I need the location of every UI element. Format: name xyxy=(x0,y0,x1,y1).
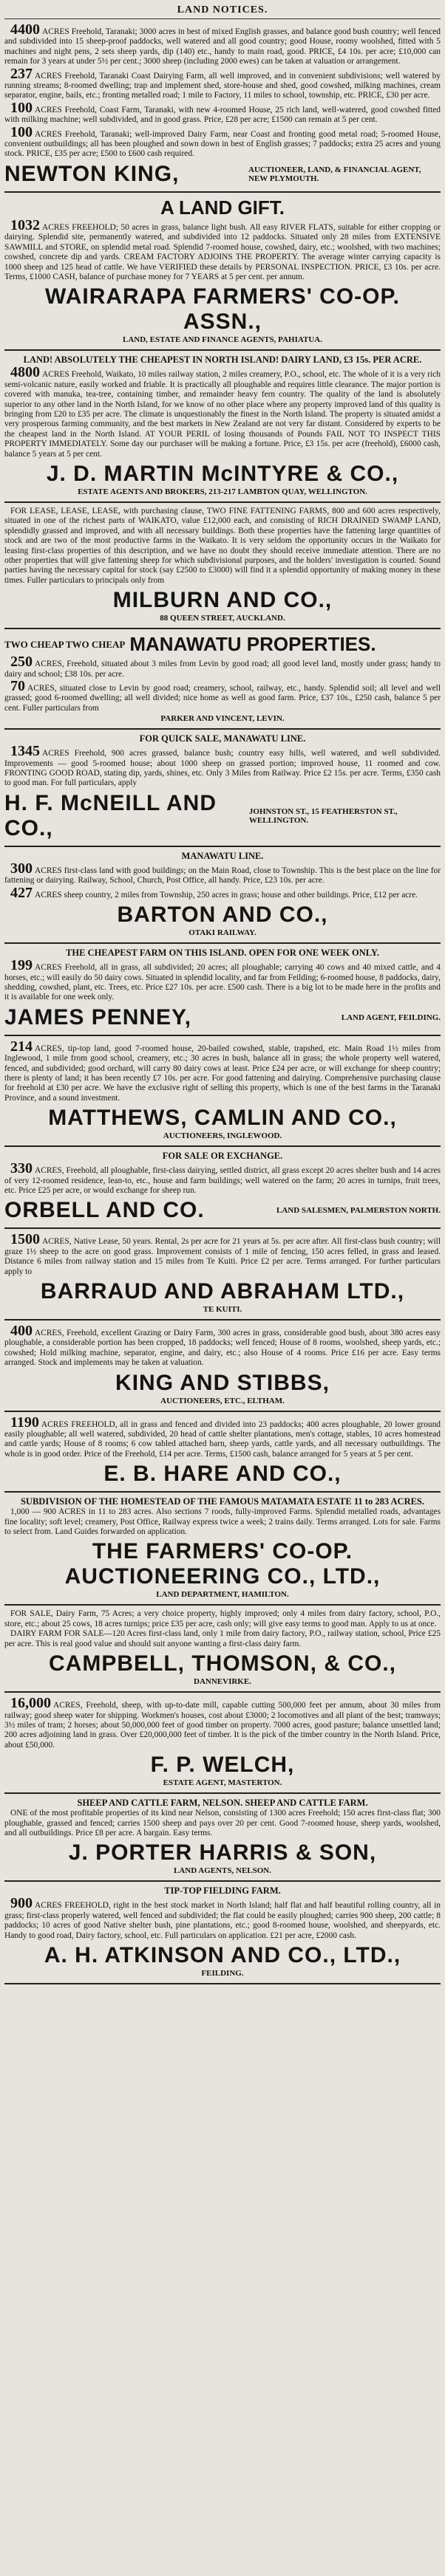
ad-body-text: FOR LEASE, LEASE, LEASE, with purchasing clause, TWO FINE FATTENING FARMS, 800 and 600 acres respectively, situated in one of the richest parts of WAIKATO, value £12,000 each, and consisting of RICH DRAINED SWAMP LAND, splendidly grassed and improved, and with all necessary buildings. Both these properties have the fattening large quantities of stock and are two of the most productive farms in the Waikato. It is very seldom the opportunity occurs in the Waikato for leasing first-class properties of this description, and we have no doubt they should receive immediate attention. There are no other properties that will give fattening sheep for which subdivisional purposes, and the holders' investigation is courted. Sound parties having the necessary capital for stock (say £2500 to £3000) will find it a splendid opportunity of making money in these times. Fuller particulars to principals only from xyxy=(4,506,441,585)
agent-row xyxy=(4,1198,441,1223)
ad-paragraph xyxy=(4,23,441,67)
agent-address: DANNEVIRKE. xyxy=(194,1677,251,1687)
ad-body-text: ACRES, Freehold, situated about 3 miles from Levin by good road; all good level land, mostly under grass; handy to dairy and school; £38 10s. per acre. xyxy=(4,660,441,679)
ad-paragraph xyxy=(4,123,441,160)
agent-name: J. D. MARTIN McINTYRE & CO., xyxy=(46,461,399,486)
advertisement xyxy=(4,1147,441,1229)
acreage-figure: 250 xyxy=(10,654,33,671)
ad-paragraph xyxy=(4,1609,441,1629)
ad-paragraph xyxy=(4,507,441,586)
advertisement xyxy=(4,1036,441,1147)
agent-name: WAIRARAPA FARMERS' CO-OP. ASSN., xyxy=(45,284,400,335)
ad-paragraph xyxy=(4,1416,441,1460)
ad-body-text: ACRES, Native Lease, 50 years. Rental, 2s per acre for 21 years at 5s. per acre after. All first-class bush country; will graze 1½ sheep to the acre on good grass. Improvement consists of 1 mile of fencing, 150 acres felled, in grass and leased. Distance 6 miles from railway station and 15 miles from Te Kuiti. Price £2 per acre. Terms arranged. For further particulars apply to xyxy=(4,1237,441,1276)
agent-name: J. PORTER HARRIS & SON, xyxy=(68,1840,377,1866)
agent-row xyxy=(4,162,441,187)
ads-column xyxy=(4,19,441,1984)
ad-paragraph xyxy=(4,216,441,282)
ad-paragraph xyxy=(4,679,441,713)
ad-paragraph xyxy=(4,1324,441,1368)
ad-body-text: ACRES Freehold, Taranaki; well-improved Dairy Farm, near Coast and fronting good metal road; 5-roomed House, convenient outbuildings; all has been ploughed and sown down in best of English grasses; 7 paddocks; extra 25 acres and young stock. PRICE, £35 per acre; £500 to £600 cash required. xyxy=(4,129,441,159)
ad-body-text: ACRES, Freehold, all ploughable, first-class dairying, settled district, all grass except 20 acres shelter bush and 14 acres of very 12-roomed residence, lean-to, etc., house and farm buildings; well watered on the farm; 20 acres in turnips, fruit trees, etc. Price £25 per acre, or would exchange for sheep run. xyxy=(4,1166,441,1195)
advertisement xyxy=(4,1493,441,1606)
agent-address: AUCTIONEERS, ETC., ELTHAM. xyxy=(160,1396,285,1405)
advertisement xyxy=(4,944,441,1036)
ad-paragraph xyxy=(4,886,441,900)
advertisement xyxy=(4,351,441,503)
ad-paragraph xyxy=(4,101,441,126)
ad-subhead: TIP-TOP FIELDING FARM. xyxy=(164,1885,281,1897)
ad-body-text: ACRES Freehold, Taranaki; 3000 acres in best of mixed English grasses, and balance good bush country; well fenced and subdivided into 15 sheep-proof paddocks, well watered and all good country; good House, roomy woolshed, fitted with 5 machines and night pens, 2 sets sheep yards, dip (140) etc., handy to main road, good. PRICE, £4 10s. per acre; £10,000 can remain for 3 years at under 5½ per cent.; 3000 sheep (including 2000 ewes) can be taken at valuation or arrangement. xyxy=(4,27,441,66)
agent-name: F. P. WELCH, xyxy=(150,1753,295,1778)
ad-body-text: ACRES FREEHOLD, right in the best stock market in North Island; half flat and half beautiful rolling country, all in grass; first-class properly watered, well fenced and subdivided; the flat could be easily ploughed; carries 900 sheep, 200 cattle; 8 paddocks; 10 acres of good Native shelter bush, pine plantations, etc.; good 8-roomed house, woolshed, and sheepyards, etc. Handy to good road, Dairy factory, school, etc. Full particulars on application. £21 per acre, £2000 cash. xyxy=(4,1901,441,1940)
acreage-figure: 900 xyxy=(10,1895,33,1912)
agent-name: JAMES PENNEY, xyxy=(4,1004,192,1030)
agent-details: LAND SALESMEN, PALMERSTON NORTH. xyxy=(276,1206,441,1216)
advertisement xyxy=(4,1229,441,1320)
ad-subhead: LAND! ABSOLUTELY THE CHEAPEST IN NORTH ISLAND! DAIRY LAND, £3 15s. PER ACRE. xyxy=(23,354,422,366)
ad-paragraph xyxy=(4,1629,441,1649)
agent-address: LAND AGENTS, NELSON. xyxy=(173,1866,272,1876)
ad-paragraph xyxy=(4,1040,441,1103)
agent-address: AUCTIONEERS, INGLEWOOD. xyxy=(163,1131,282,1141)
acreage-figure: 300 xyxy=(10,860,33,877)
ad-subhead: FOR QUICK SALE, MANAWATU LINE. xyxy=(139,733,306,744)
advertisement xyxy=(4,193,441,351)
ad-title: MANAWATU PROPERTIES. xyxy=(129,633,376,656)
agent-name: CAMPBELL, THOMSON, & CO., xyxy=(49,1651,396,1676)
agent-name: NEWTON KING, xyxy=(4,161,180,186)
ad-paragraph xyxy=(4,1162,441,1196)
ad-paragraph xyxy=(4,959,441,1003)
ad-body-text: ACRES FREEHOLD; 50 acres in grass, balance light bush. All easy RIVER FLATS, suitable for either cropping or dairying. Splendid site, permanently watered, and subdivided into 12 paddocks. Situated only 28 miles from EXTENSIVE SAWMILL and STORE, on splendid metal road. Splendid 7-roomed house, cowshed, dairy, etc.; woolshed, with two machines; cowshed, concrete dip and yards. CREAM FACTORY ADJOINS THE PROPERTY. The average winter carrying capacity is 1000 sheep and 125 head of cattle. We have VERIFIED these details by PERSONAL INSPECTION. PRICE, £3 10s. per acre. Terms, £1000 CASH, balance of purchase money for 7 YEARS at 5 per cent. per annum. xyxy=(4,222,441,281)
advertisement xyxy=(4,19,441,193)
ad-body-text: DAIRY FARM FOR SALE—120 Acres first-class land, only 1 mile from dairy factory, P.O., railway station, school, Price £25 per acre. This is real good value and should suit anyone wanting a first-class dairy farm. xyxy=(4,1629,441,1648)
advertisement xyxy=(4,1412,441,1493)
agent-name: THE FARMERS' CO-OP. AUCTIONEERING CO., LTD., xyxy=(64,1539,381,1589)
agent-name: MATTHEWS, CAMLIN AND CO., xyxy=(48,1106,397,1131)
ad-paragraph xyxy=(4,366,441,459)
agent-address: LAND, ESTATE AND FINANCE AGENTS, PAHIATUA. xyxy=(123,335,322,345)
ad-body-text: ONE of the most profitable properties of its kind near Nelson, consisting of 1300 acres Freehold; 150 acres first-class flat; 300 ploughable, grassed and fenced; carries 1500 sheep and pays over 20 per cent. Good 7-roomed house, sheep yards, woolshed, and all outbuildings. Price £8 per acre. A bargain. Easy terms. xyxy=(4,1809,441,1837)
acreage-figure: 237 xyxy=(10,65,33,82)
acreage-figure: 214 xyxy=(10,1038,33,1055)
agent-name: ORBELL AND CO. xyxy=(4,1198,205,1223)
ad-paragraph xyxy=(4,1809,441,1838)
agent-name: MILBURN AND CO., xyxy=(112,588,333,613)
ad-paragraph xyxy=(4,1897,441,1941)
agent-address: LAND DEPARTMENT, HAMILTON. xyxy=(156,1590,289,1600)
advertisement xyxy=(4,629,441,730)
ad-body-text: ACRES Freehold, 900 acres grassed, balance bush; country easy hills, well watered, and well subdivided. Improvements — good 5-roomed house; about 1000 sheep on grassed portion; improved house, 11 roomed and cow. FRONTING GOOD ROAD, stating dip, yards, shines, etc. Only 3 Miles from Railway. Price £2 15s. per acre. Terms, £350 cash to good man. For full particulars, apply xyxy=(4,749,441,788)
acreage-figure: 1190 xyxy=(10,1414,39,1431)
agent-details: JOHNSTON ST., 15 FEATHERSTON ST., WELLINGTON. xyxy=(248,806,398,825)
ad-subhead: FOR SALE OR EXCHANGE. xyxy=(162,1151,283,1162)
ad-body-text: ACRES Freehold, Coast Farm, Taranaki, with new 4-roomed House, 25 rich land, well-watered, good cowshed fitted with milking machine; well subdivided, and in good grass. Price, £28 per acre; £1500 can remain at 5 per cent. xyxy=(4,105,441,125)
ad-body-text: ACRES FREEHOLD, all in grass and fenced and divided into 23 paddocks; 400 acres ploughable, 20 lower ground easily ploughable; all well watered, subdivided, 20 head of cattle shelter plantations, men's cottage, stables, 10 acres homestead and cattle yards; House of 8 rooms; 6 cow tabled attached barn, sheep yards, cattle yards, and all necessary outbuildings. The whole is in good order. Price of the Freehold, £14 per acre. Terms, £1500 cash, balance arranged for 5 years at 5 per cent. xyxy=(4,1419,441,1459)
agent-address: PARKER AND VINCENT, LEVIN. xyxy=(160,714,285,724)
section-header: LAND NOTICES. xyxy=(4,3,441,19)
advertisement xyxy=(4,1606,441,1693)
ad-body-text: ACRES, Freehold, excellent Grazing or Dairy Farm, 300 acres in grass, considerable good bush, about 380 acres easy ploughable, a considerable portion has been cropped, 18 paddocks; well fenced; House of 8 rooms, woolshed, sheep yards, etc.; cowshed; Hold milking machine, separator, engine, and dairy, etc.; also House of 4 rooms. Price £16 per acre. Easy terms arranged. Stock and implements may be taken at valuation. xyxy=(4,1329,441,1368)
ad-paragraph xyxy=(4,655,441,679)
acreage-figure: 70 xyxy=(10,678,25,695)
ad-body-text: ACRES Freehold, Waikato, 10 miles railway station, 2 miles creamery, P.O., school, etc. The whole of it is a very rich semi-volcanic nature, easily worked and friable. It is practically all ploughable and requires little clearance. The major portion is covered with manuka, tea-tree, containing timber, and remainder heavy fern country. The quality of the land is absolutely superior to any other land in the North Island, for we know of no other place where any property improved land of this quality is bringing from £20 to £35 per acre. The climate is unquestionably the finest in the North Island. The property is situated amidst a very prosperous farming community, and the best markets in New Zealand are not very far distant. Considered by experts to be the cheapest land in the North Island. AT YOUR PERIL of losing thousands of Pounds FAIL NOT TO INSPECT THIS PROPERTY IMMEDIATELY. Some day our purchaser will be making a fortune. Price, £3 15s. per acre (freehold), £6000 cash, balance 5 years at 5 per cent. xyxy=(4,370,441,459)
advertisement xyxy=(4,1693,441,1794)
agent-address: ESTATE AGENT, MASTERTON. xyxy=(163,1778,282,1788)
ad-title: A LAND GIFT. xyxy=(160,196,285,219)
ad-paragraph xyxy=(4,1507,441,1537)
agent-details: LAND AGENT, FEILDING. xyxy=(341,1013,441,1022)
ad-paragraph xyxy=(4,1233,441,1277)
ad-body-text: ACRES Freehold, Taranaki Coast Dairying Farm, all well improved, and in convenient subdivisions; well watered by running streams; 8-roomed dwelling; trap and implement shed, store-house and shed, good cowshed, milking machines, cream separator, engine, bails, etc.; fronting metalled road; 1 mile to Factory, 11 miles to school, township, etc. PRICE, £30 per acre. xyxy=(4,71,441,100)
advertisement xyxy=(4,503,441,629)
acreage-figure: 1032 xyxy=(10,216,40,233)
agent-address: ESTATE AGENTS AND BROKERS, 213-217 LAMBTON QUAY, WELLINGTON. xyxy=(78,487,367,496)
agent-name: KING AND STIBBS, xyxy=(115,1370,330,1395)
ad-subhead: MANAWATU LINE. xyxy=(181,850,264,861)
ad-body-text: FOR SALE, Dairy Farm, 75 Acres; a very choice property, highly improved; only 4 miles from dairy factory, school, P.O., store, etc.; about 25 cows, 18 acres turnips; price £35 per acre, cash only; will give easy terms to good man. Apply to us at once. xyxy=(4,1609,441,1628)
ad-paragraph xyxy=(4,67,441,101)
agent-name: E. B. HARE AND CO., xyxy=(103,1462,342,1487)
advertisement xyxy=(4,847,441,944)
agent-address: OTAKI RAILWAY. xyxy=(188,928,257,938)
acreage-figure: 400 xyxy=(10,1323,33,1339)
ad-body-text: ACRES, situated close to Levin by good road; creamery, school, railway, etc., handy. Splendid soil; all level and well grassed; good 6-roomed dwelling; all well divided; nice home as well as good farm. Price, £37 10s., £250 cash, balance 5 per cent. Fuller particulars from xyxy=(4,684,441,713)
ad-paragraph xyxy=(4,1696,441,1750)
agent-name: A. H. ATKINSON AND CO., LTD., xyxy=(44,1942,401,1967)
agent-row xyxy=(4,1005,441,1030)
ad-title-row xyxy=(4,633,441,655)
acreage-figure: 1345 xyxy=(10,743,40,760)
advertisement xyxy=(4,1320,441,1412)
acreage-figure: 1500 xyxy=(10,1231,40,1248)
advertisement xyxy=(4,1794,441,1882)
ad-body-text: ACRES first-class land with good buildings; on the Main Road, close to Township. This is the best place on the line for fattening or dairying. Railway, School, Church, Post Office, all handy. Price, £23 10s. per acre. xyxy=(4,866,441,886)
ad-body-text: ACRES sheep country, 2 miles from Township, 250 acres in grass; house and other buildings. Price, £12 per acre. xyxy=(35,890,418,900)
newspaper-page xyxy=(4,0,441,1984)
acreage-figure: 100 xyxy=(10,123,33,140)
ad-subhead: SUBDIVISION OF THE HOMESTEAD OF THE FAMOUS MATAMATA ESTATE 11 to 283 ACRES. xyxy=(20,1496,425,1507)
ad-body-text: ACRES Freehold, all in grass, all subdivided; 20 acres; all ploughable; carrying 40 cows and 40 mixed cattle, and 4 horses, etc.; will easily do 50 dairy cows. Situated in splendid locality, and far from Feilding; 6-roomed house, 8 paddocks, dairy, shedding, cowshed, plant, etc. Trees, etc. Price £27 10s. per acre. £500 cash. There is a big lot to be made here in the profits and it is available for one week only. xyxy=(4,963,441,1002)
agent-row xyxy=(4,791,441,841)
acreage-figure: 199 xyxy=(10,957,33,974)
acreage-figure: 100 xyxy=(10,99,33,116)
acreage-figure: 16,000 xyxy=(10,1695,51,1712)
agent-name: BARTON AND CO., xyxy=(117,902,328,928)
agent-address: FEILDING. xyxy=(201,1968,244,1978)
ad-body-text: ACRES, Freehold, sheep, with up-to-date mill, capable cutting 500,000 feet per annum, about 30 miles from railway; good sheep water for shipping. Workmen's houses, cost about £3000; 2 locomotives and all plant of the best; tramways; 3½ miles of tram; 2 horses; about 50,000,000 feet of good timber on property. 7000 acres, good pasture; balance unsettled land; 200 acres adjoining land in grass. Over £20,000,000 feet of timber. It is the pick of the timber country in the North Island. Price, about £50,000. xyxy=(4,1701,441,1750)
acreage-figure: 4400 xyxy=(10,21,40,38)
acreage-figure: 330 xyxy=(10,1160,33,1177)
acreage-figure: 4800 xyxy=(10,364,40,381)
ad-body-text: ACRES, tip-top land, good 7-roomed house, 20-bailed cowshed, stable, trapshed, etc. Main Road 1½ miles from Inglewood, 1 mile from good school, creamery, etc.; 30 acres in bush, balance all in grass; the whole property well watered, fenced, and subdivided; good orchard, will carry 80 dairy cows at least. Price £24 per acre, or will exchange for sheep country; there is plenty of land; it has been recently £7 10s. per acre. For good fattening and dairying. Comprehensive purchasing clause for freehold at £30 per acre. We have the exclusive right of selling this property, which is one of the best farms in the Taranaki Province, and a sound investment. xyxy=(4,1044,441,1103)
ad-title-prefix: TWO CHEAP TWO CHEAP xyxy=(4,638,126,650)
agent-address: 88 QUEEN STREET, AUCKLAND. xyxy=(160,614,285,623)
agent-name: H. F. McNEILL AND CO., xyxy=(4,790,217,840)
acreage-figure: 427 xyxy=(10,884,33,901)
agent-details: AUCTIONEER, LAND, & FINANCIAL AGENT, NEW PLYMOUTH. xyxy=(248,165,421,183)
ad-subhead: THE CHEAPEST FARM ON THIS ISLAND. OPEN FOR ONE WEEK ONLY. xyxy=(66,948,379,959)
ad-subhead: SHEEP AND CATTLE FARM, NELSON. SHEEP AND CATTLE FARM. xyxy=(77,1798,368,1809)
ad-paragraph xyxy=(4,744,441,789)
agent-name: BARRAUD AND ABRAHAM LTD., xyxy=(40,1279,405,1304)
ad-paragraph xyxy=(4,862,441,886)
advertisement xyxy=(4,730,441,847)
ad-body-text: 1,000 — 900 ACRES in 11 to 283 acres. Also sections 7 roods, fully-improved Farms. Splendid metalled roads, advantages fine locality; soft level; creamery, Post Office, Railway express twice a week; 2 trains daily. Terms arranged. Lots for sale. Farms to select from. Land Guides forwarded on application. xyxy=(4,1507,441,1537)
agent-address: TE KUITI. xyxy=(203,1305,242,1314)
advertisement xyxy=(4,1882,441,1984)
